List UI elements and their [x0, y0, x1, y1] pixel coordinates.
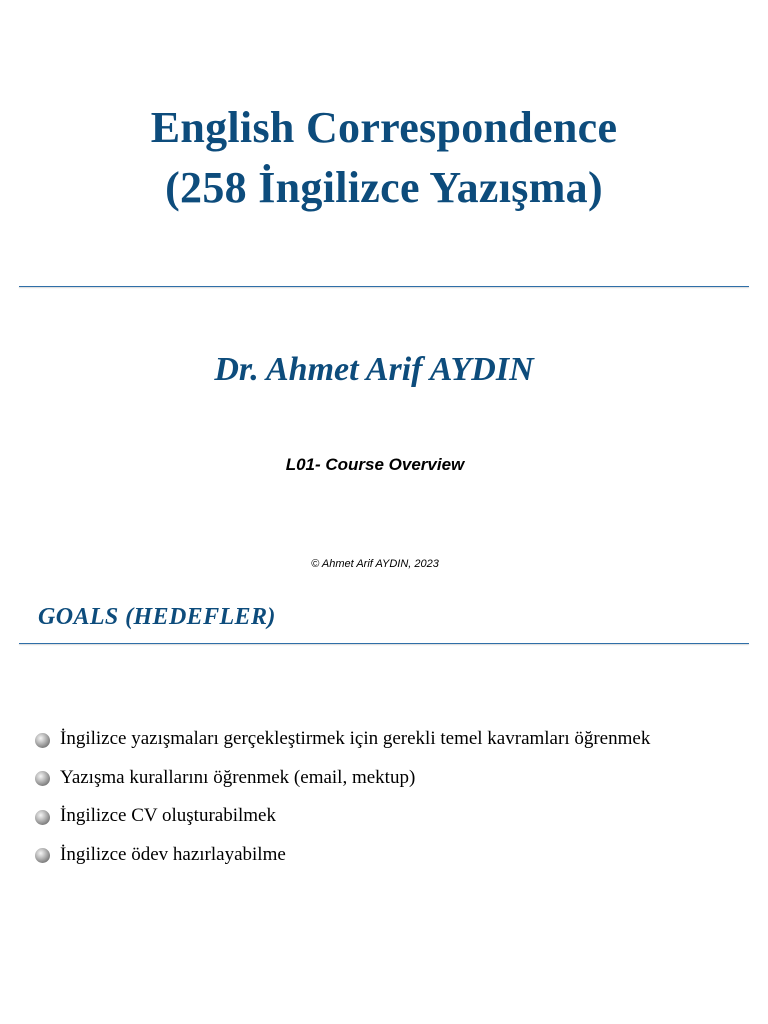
title-divider: [19, 286, 749, 287]
goals-heading: GOALS (HEDEFLER): [38, 604, 276, 630]
lecture-label: L01- Course Overview: [285, 455, 465, 474]
title-line-english: English Correspondence: [150, 103, 618, 152]
title-line-turkish: (258 İngilizce Yazışma): [165, 163, 603, 212]
slide-title: [0, 98, 768, 218]
goals-list: [35, 720, 735, 874]
bullet-icon: [35, 848, 50, 863]
goal-item: [35, 797, 735, 836]
goal-item: [35, 720, 735, 759]
goal-text: Yazışma kurallarını öğrenmek (email, mektup): [60, 766, 416, 788]
goal-text: İngilizce yazışmaları gerçekleştirmek için gerekli temel kavramları öğrenmek: [60, 728, 651, 750]
goal-text: İngilizce ödev hazırlayabilme: [60, 843, 286, 865]
goal-text: İngilizce CV oluşturabilmek: [60, 805, 276, 827]
bullet-icon: [35, 771, 50, 786]
goal-item: [35, 759, 735, 798]
goal-item: [35, 836, 735, 875]
bullet-icon: [35, 733, 50, 748]
author-name: Dr. Ahmet Arif AYDIN: [214, 351, 534, 388]
copyright-notice: © Ahmet Arif AYDIN, 2023: [311, 558, 439, 570]
goals-divider: [19, 643, 749, 644]
bullet-icon: [35, 810, 50, 825]
